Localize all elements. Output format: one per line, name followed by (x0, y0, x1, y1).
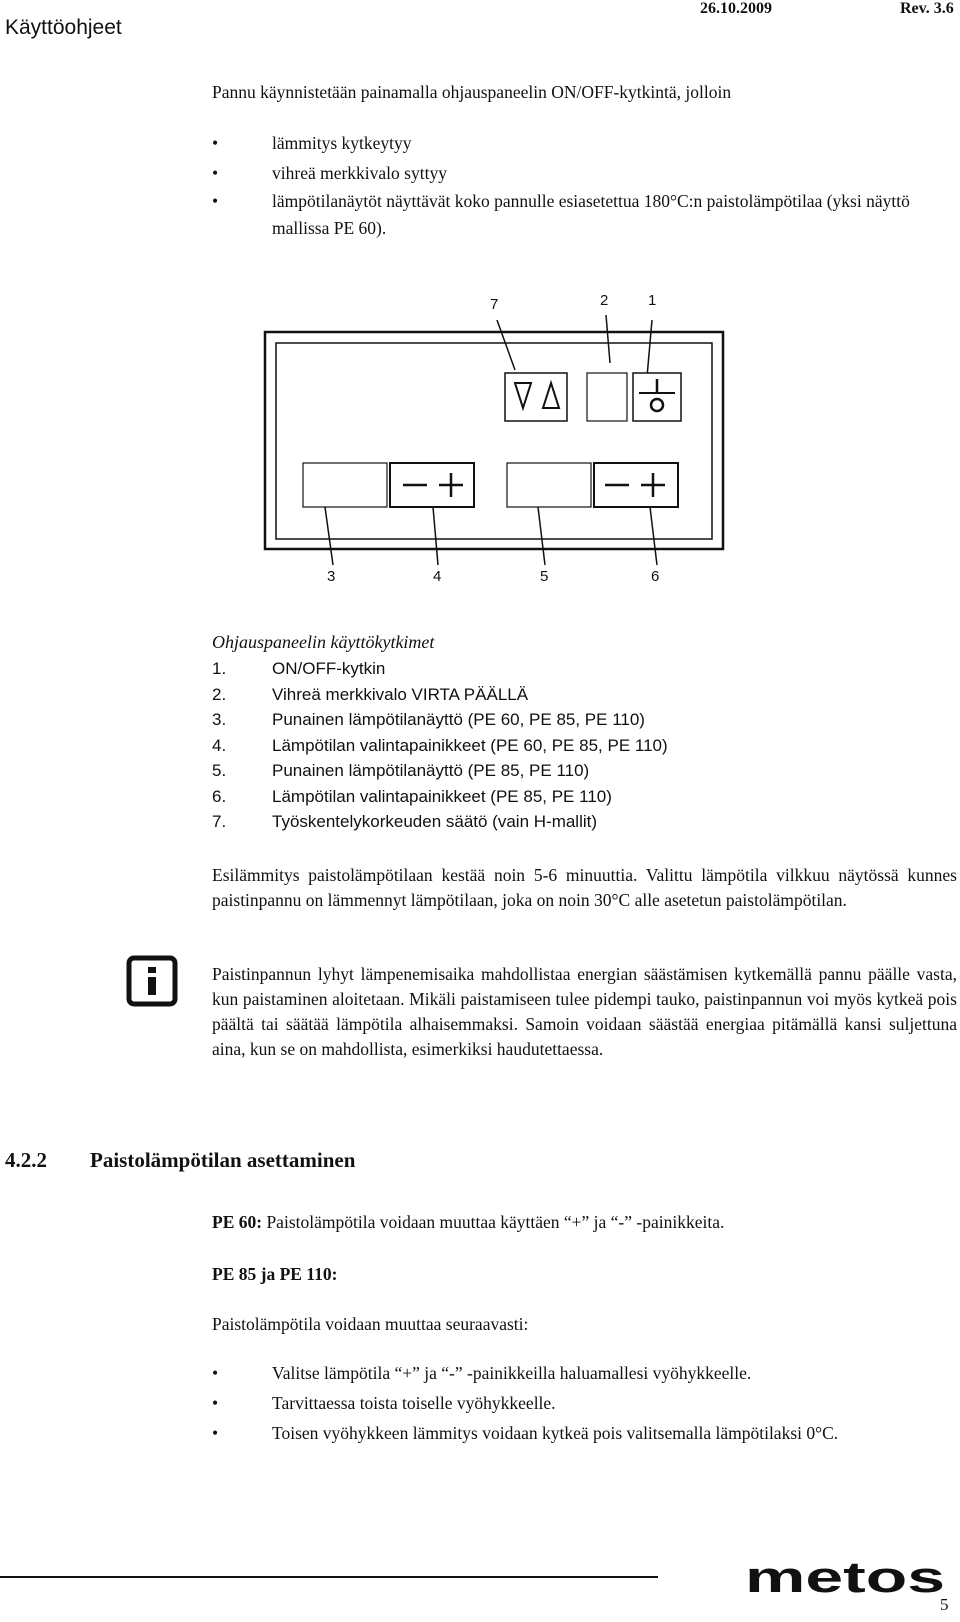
list-item: 1. ON/OFF-kytkin (212, 659, 386, 678)
control-panel-diagram (255, 295, 735, 615)
metos-logo (745, 1560, 945, 1598)
section-title: Paistolämpötilan asettaminen (90, 1148, 356, 1172)
section-heading (5, 1148, 355, 1173)
energy-saving-paragraph: Paistinpannun lyhyt lämpenemisaika mahdollistaa energian säästämisen kytkemällä pannu päälle vasta, kun paistaminen aloitetaan. Mikäli paistamiseen tulee pidempi tauko, paistinpannun voi myös kytkeä pois päältä tai säätää lämpötila alhaisemmaksi. Samoin voidaan säästää energiaa pitämällä kansi suljettuna aina, kun se on mahdollista, esimerkiksi haudutettaessa. (212, 964, 957, 1059)
height-adjust-button[interactable] (505, 373, 567, 421)
list-item: 2. Vihreä merkkivalo VIRTA PÄÄLLÄ (212, 684, 529, 704)
list-item: 3. Punainen lämpötilanäyttö (PE 60, PE 85, PE 110) (212, 710, 645, 729)
list-item: • Toisen vyöhykkeen lämmitys voidaan kytkeä pois valitsemalla lämpötilaksi 0°C. (212, 1418, 932, 1448)
list-item: • lämmitys kytkeytyy (212, 128, 932, 158)
pe60-paragraph: PE 60: Paistolämpötila voidaan muuttaa käyttäen “+” ja “-” -painikkeita. (212, 1212, 725, 1232)
legend-list (212, 656, 668, 835)
pe60-label: PE 60: (212, 1212, 263, 1232)
callout-5: 5 (540, 568, 549, 585)
temperature-buttons-2[interactable] (594, 463, 678, 507)
list-item: • Valitse lämpötila “+” ja “-” -painikkeilla haluamallesi vyöhykkeelle. (212, 1358, 932, 1388)
document-revision: Rev. 3.6 (900, 0, 954, 17)
list-item: 7. Työskentelykorkeuden säätö (vain H-mallit) (212, 812, 598, 831)
pe85-label: PE 85 ja PE 110: (212, 1264, 338, 1284)
list-item: • Tarvittaessa toista toiselle vyöhykkeelle. (212, 1388, 932, 1418)
callout-3: 3 (327, 568, 336, 585)
list-item: • lämpötilanäytöt näyttävät koko pannulle esiasetettua 180°C:n paistolämpötilaa (yksi näyttö mallissa PE 60). (212, 188, 932, 242)
on-off-switch[interactable] (633, 373, 681, 421)
info-icon (126, 955, 178, 1007)
temperature-display-1 (303, 463, 387, 507)
list-item: 5. Punainen lämpötilanäyttö (PE 85, PE 110) (212, 761, 590, 780)
panel-outer-frame (265, 332, 723, 549)
temperature-buttons-1[interactable] (390, 463, 474, 507)
intro-paragraph: Pannu käynnistetään painamalla ohjauspaneelin ON/OFF-kytkintä, jolloin (212, 82, 732, 102)
section-number: 4.2.2 (5, 1148, 47, 1172)
document-title: Käyttöohjeet (5, 16, 122, 39)
callout-1: 1 (648, 295, 657, 309)
list-item: 4. Lämpötilan valintapainikkeet (PE 60, PE 85, PE 110) (212, 735, 668, 755)
green-indicator-light (587, 373, 627, 421)
callout-2: 2 (600, 295, 609, 309)
intro-bullet-list (212, 128, 932, 242)
list-item: 6. Lämpötilan valintapainikkeet (PE 85, PE 110) (212, 786, 612, 806)
callout-7: 7 (490, 296, 499, 313)
callout-4: 4 (433, 568, 442, 585)
temperature-display-2 (507, 463, 591, 507)
callout-6: 6 (651, 568, 660, 585)
steps-bullet-list (212, 1358, 932, 1448)
list-item: • vihreä merkkivalo syttyy (212, 158, 932, 188)
legend-caption: Ohjauspaneelin käyttökytkimet (212, 632, 435, 652)
preheat-paragraph: Esilämmitys paistolämpötilaan kestää noin 5-6 minuuttia. Valittu lämpötila vilkkuu näytössä kunnes paistinpannu on lämmennyt lämpötilaan, joka on noin 30°C alle asetetun paistolämpötilan. (212, 865, 957, 910)
svg-text:metos: metos (745, 1560, 945, 1598)
change-paragraph: Paistolämpötila voidaan muuttaa seuraavasti: (212, 1314, 529, 1334)
footer-rule (0, 1576, 658, 1578)
page-number: 5 (940, 1595, 949, 1614)
document-date: 26.10.2009 (700, 0, 772, 17)
